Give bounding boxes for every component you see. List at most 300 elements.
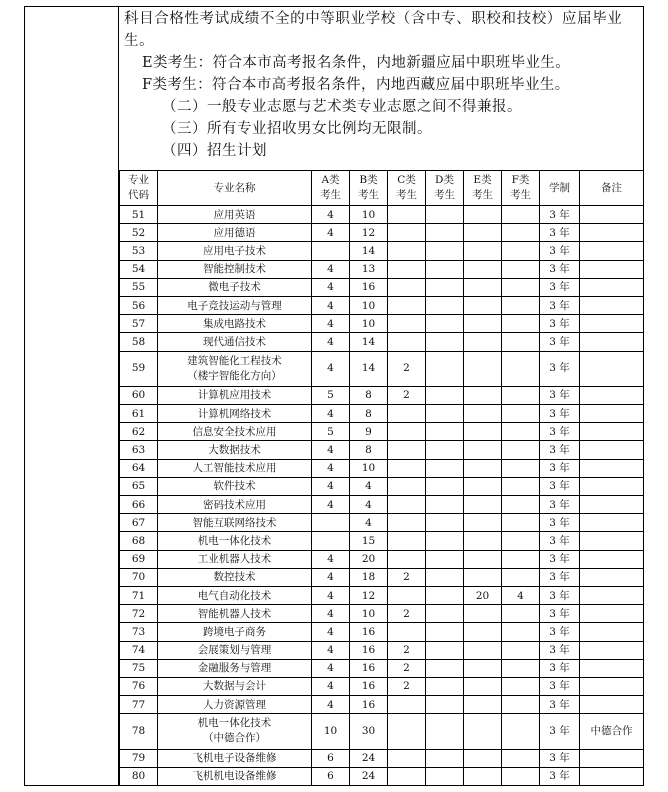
- cell-a: 5: [312, 386, 350, 404]
- cell-c: 2: [388, 659, 426, 677]
- table-row: [120, 296, 644, 314]
- cell-c: [388, 623, 426, 641]
- cell-e: [464, 532, 502, 550]
- cell-a: 6: [312, 767, 350, 785]
- cell-d: [426, 441, 464, 459]
- cell-c: [388, 224, 426, 242]
- cell-b: 4: [350, 477, 388, 495]
- cell-name: 工业机器人技术: [158, 550, 312, 568]
- cell-b: 14: [350, 351, 388, 386]
- cell-f: [502, 623, 540, 641]
- cell-b: 16: [350, 641, 388, 659]
- table-body: [120, 206, 644, 786]
- cell-note: [580, 441, 644, 459]
- cell-b: 16: [350, 696, 388, 714]
- cell-note: [580, 333, 644, 351]
- cell-name: 智能控制技术: [158, 260, 312, 278]
- header-d: D类 考生: [426, 171, 464, 206]
- table-row: [120, 477, 644, 495]
- cell-note: [580, 568, 644, 586]
- cell-b: 16: [350, 623, 388, 641]
- table-row: [120, 260, 644, 278]
- cell-code: 76: [120, 677, 158, 695]
- cell-d: [426, 623, 464, 641]
- cell-code: 54: [120, 260, 158, 278]
- cell-d: [426, 514, 464, 532]
- cell-name: 计算机网络技术: [158, 405, 312, 423]
- cell-years: 3 年: [540, 260, 580, 278]
- cell-d: [426, 351, 464, 386]
- cell-f: [502, 532, 540, 550]
- cell-d: [426, 767, 464, 785]
- cell-a: 4: [312, 568, 350, 586]
- cell-note: [580, 386, 644, 404]
- cell-a: 4: [312, 623, 350, 641]
- cell-f: [502, 477, 540, 495]
- cell-c: [388, 514, 426, 532]
- cell-b: 15: [350, 532, 388, 550]
- cell-f: [502, 296, 540, 314]
- table-row: [120, 423, 644, 441]
- cell-d: [426, 242, 464, 260]
- cell-years: 3 年: [540, 206, 580, 224]
- cell-c: [388, 315, 426, 333]
- cell-d: [426, 224, 464, 242]
- cell-f: [502, 767, 540, 785]
- cell-f: [502, 496, 540, 514]
- cell-d: [426, 386, 464, 404]
- cell-f: [502, 386, 540, 404]
- cell-b: 30: [350, 714, 388, 749]
- cell-f: [502, 423, 540, 441]
- cell-d: [426, 260, 464, 278]
- cell-b: 16: [350, 659, 388, 677]
- cell-c: [388, 242, 426, 260]
- cell-name: 计算机应用技术: [158, 386, 312, 404]
- cell-name: 应用德语: [158, 224, 312, 242]
- cell-c: [388, 278, 426, 296]
- cell-a: 6: [312, 749, 350, 767]
- cell-d: [426, 532, 464, 550]
- cell-d: [426, 423, 464, 441]
- cell-years: 3 年: [540, 242, 580, 260]
- cell-code: 71: [120, 586, 158, 604]
- cell-f: [502, 714, 540, 749]
- cell-code: 60: [120, 386, 158, 404]
- cell-name: 软件技术: [158, 477, 312, 495]
- cell-note: [580, 514, 644, 532]
- cell-code: 65: [120, 477, 158, 495]
- cell-name: 机电一体化技术: [158, 532, 312, 550]
- cell-d: [426, 296, 464, 314]
- cell-c: [388, 767, 426, 785]
- cell-b: 4: [350, 496, 388, 514]
- cell-e: [464, 459, 502, 477]
- cell-d: [426, 659, 464, 677]
- cell-years: 3 年: [540, 749, 580, 767]
- cell-f: [502, 206, 540, 224]
- cell-b: 16: [350, 677, 388, 695]
- table-header-row: [120, 171, 644, 206]
- cell-code: 77: [120, 696, 158, 714]
- cell-name: 密码技术应用: [158, 496, 312, 514]
- cell-f: [502, 514, 540, 532]
- cell-code: 59: [120, 351, 158, 386]
- cell-a: 4: [312, 224, 350, 242]
- header-note: 备注: [580, 171, 644, 206]
- table-row: [120, 206, 644, 224]
- cell-c: [388, 296, 426, 314]
- cell-c: [388, 459, 426, 477]
- cell-c: [388, 333, 426, 351]
- cell-f: [502, 696, 540, 714]
- cell-a: 4: [312, 333, 350, 351]
- cell-f: [502, 659, 540, 677]
- cell-b: 10: [350, 459, 388, 477]
- cell-years: 3 年: [540, 677, 580, 695]
- cell-f: [502, 333, 540, 351]
- cell-a: [312, 532, 350, 550]
- cell-note: [580, 260, 644, 278]
- table-row: [120, 441, 644, 459]
- cell-years: 3 年: [540, 351, 580, 386]
- cell-c: [388, 441, 426, 459]
- cell-a: [312, 242, 350, 260]
- cell-name: 信息安全技术应用: [158, 423, 312, 441]
- table-row: [120, 568, 644, 586]
- cell-e: [464, 423, 502, 441]
- cell-years: 3 年: [540, 333, 580, 351]
- cell-b: 12: [350, 224, 388, 242]
- cell-note: [580, 405, 644, 423]
- cell-e: [464, 605, 502, 623]
- cell-years: 3 年: [540, 459, 580, 477]
- cell-e: [464, 659, 502, 677]
- cell-years: 3 年: [540, 278, 580, 296]
- table-row: [120, 514, 644, 532]
- cell-e: [464, 641, 502, 659]
- cell-e: [464, 333, 502, 351]
- cell-c: [388, 260, 426, 278]
- cell-d: [426, 315, 464, 333]
- table-row: [120, 714, 644, 749]
- cell-b: 24: [350, 749, 388, 767]
- cell-years: 3 年: [540, 605, 580, 623]
- cell-name: 应用电子技术: [158, 242, 312, 260]
- cell-name: 智能互联网络技术: [158, 514, 312, 532]
- cell-b: 10: [350, 296, 388, 314]
- cell-years: 3 年: [540, 405, 580, 423]
- cell-a: 4: [312, 315, 350, 333]
- intro-text: [124, 8, 638, 162]
- cell-d: [426, 605, 464, 623]
- cell-a: 4: [312, 496, 350, 514]
- cell-e: [464, 315, 502, 333]
- cell-code: 51: [120, 206, 158, 224]
- cell-f: [502, 405, 540, 423]
- cell-note: [580, 477, 644, 495]
- table-row: [120, 696, 644, 714]
- header-c: C类 考生: [388, 171, 426, 206]
- cell-name: 集成电路技术: [158, 315, 312, 333]
- cell-note: [580, 749, 644, 767]
- cell-name: 人力资源管理: [158, 696, 312, 714]
- header-code: 专业 代码: [120, 171, 158, 206]
- cell-name: 飞机机电设备维修: [158, 767, 312, 785]
- cell-c: 2: [388, 386, 426, 404]
- cell-years: 3 年: [540, 386, 580, 404]
- header-years: 学制: [540, 171, 580, 206]
- table-row: [120, 459, 644, 477]
- cell-a: 4: [312, 296, 350, 314]
- header-f: F类 考生: [502, 171, 540, 206]
- cell-code: 73: [120, 623, 158, 641]
- cell-name: 数控技术: [158, 568, 312, 586]
- cell-years: 3 年: [540, 623, 580, 641]
- cell-d: [426, 568, 464, 586]
- cell-code: 66: [120, 496, 158, 514]
- cell-code: 69: [120, 550, 158, 568]
- cell-a: 4: [312, 550, 350, 568]
- cell-note: [580, 206, 644, 224]
- cell-e: [464, 714, 502, 749]
- cell-c: [388, 586, 426, 604]
- cell-years: 3 年: [540, 441, 580, 459]
- table-row: [120, 550, 644, 568]
- table-row: [120, 623, 644, 641]
- cell-code: 63: [120, 441, 158, 459]
- cell-d: [426, 677, 464, 695]
- cell-name: 机电一体化技术 （中德合作）: [158, 714, 312, 749]
- cell-note: [580, 315, 644, 333]
- cell-e: [464, 514, 502, 532]
- cell-name: 飞机电子设备维修: [158, 749, 312, 767]
- cell-a: 5: [312, 423, 350, 441]
- cell-code: 70: [120, 568, 158, 586]
- cell-f: 4: [502, 586, 540, 604]
- cell-note: [580, 623, 644, 641]
- cell-years: 3 年: [540, 659, 580, 677]
- cell-years: 3 年: [540, 477, 580, 495]
- cell-code: 68: [120, 532, 158, 550]
- cell-a: 4: [312, 641, 350, 659]
- cell-b: 13: [350, 260, 388, 278]
- cell-a: 4: [312, 586, 350, 604]
- cell-code: 72: [120, 605, 158, 623]
- cell-f: [502, 278, 540, 296]
- cell-c: 2: [388, 641, 426, 659]
- cell-d: [426, 459, 464, 477]
- cell-c: [388, 477, 426, 495]
- cell-e: [464, 296, 502, 314]
- cell-f: [502, 260, 540, 278]
- cell-name: 跨境电子商务: [158, 623, 312, 641]
- cell-f: [502, 459, 540, 477]
- frame-line: [24, 6, 25, 786]
- cell-e: [464, 351, 502, 386]
- enrollment-plan-table: [119, 170, 644, 786]
- cell-c: 2: [388, 677, 426, 695]
- table-row: [120, 749, 644, 767]
- cell-e: [464, 278, 502, 296]
- cell-a: [312, 514, 350, 532]
- cell-years: 3 年: [540, 586, 580, 604]
- cell-note: [580, 586, 644, 604]
- cell-name: 大数据技术: [158, 441, 312, 459]
- cell-e: [464, 568, 502, 586]
- cell-note: [580, 677, 644, 695]
- cell-a: 4: [312, 605, 350, 623]
- cell-c: [388, 550, 426, 568]
- cell-note: [580, 696, 644, 714]
- cell-f: [502, 550, 540, 568]
- cell-f: [502, 677, 540, 695]
- cell-years: 3 年: [540, 496, 580, 514]
- cell-e: [464, 767, 502, 785]
- cell-b: 12: [350, 586, 388, 604]
- table-row: [120, 659, 644, 677]
- cell-b: 18: [350, 568, 388, 586]
- cell-code: 56: [120, 296, 158, 314]
- cell-b: 14: [350, 242, 388, 260]
- cell-note: [580, 423, 644, 441]
- cell-name: 金融服务与管理: [158, 659, 312, 677]
- cell-name: 电子竞技运动与管理: [158, 296, 312, 314]
- cell-note: [580, 496, 644, 514]
- header-e: E类 考生: [464, 171, 502, 206]
- cell-code: 53: [120, 242, 158, 260]
- cell-name: 微电子技术: [158, 278, 312, 296]
- cell-d: [426, 405, 464, 423]
- cell-name: 大数据与会计: [158, 677, 312, 695]
- cell-name: 会展策划与管理: [158, 641, 312, 659]
- cell-name: 建筑智能化工程技术 （楼宇智能化方向）: [158, 351, 312, 386]
- cell-b: 16: [350, 278, 388, 296]
- cell-b: 10: [350, 605, 388, 623]
- cell-a: 4: [312, 260, 350, 278]
- cell-d: [426, 278, 464, 296]
- cell-c: 2: [388, 351, 426, 386]
- intro-paragraph: E类考生：符合本市高考报名条件，内地新疆应届中职班毕业生。: [142, 55, 571, 71]
- cell-d: [426, 333, 464, 351]
- cell-e: [464, 260, 502, 278]
- cell-e: [464, 206, 502, 224]
- table-row: [120, 351, 644, 386]
- cell-years: 3 年: [540, 224, 580, 242]
- table-row: [120, 677, 644, 695]
- cell-c: [388, 496, 426, 514]
- cell-code: 57: [120, 315, 158, 333]
- cell-c: 2: [388, 568, 426, 586]
- cell-d: [426, 749, 464, 767]
- cell-c: [388, 206, 426, 224]
- section-heading: （四）招生计划: [162, 143, 267, 159]
- cell-name: 智能机器人技术: [158, 605, 312, 623]
- cell-d: [426, 696, 464, 714]
- cell-e: [464, 550, 502, 568]
- cell-e: [464, 623, 502, 641]
- cell-b: 8: [350, 405, 388, 423]
- cell-b: 20: [350, 550, 388, 568]
- cell-f: [502, 749, 540, 767]
- cell-d: [426, 550, 464, 568]
- cell-f: [502, 315, 540, 333]
- cell-name: 现代通信技术: [158, 333, 312, 351]
- table-row: [120, 386, 644, 404]
- cell-note: [580, 242, 644, 260]
- cell-years: 3 年: [540, 714, 580, 749]
- cell-e: [464, 386, 502, 404]
- cell-name: 人工智能技术应用: [158, 459, 312, 477]
- cell-c: 2: [388, 605, 426, 623]
- cell-d: [426, 477, 464, 495]
- cell-a: 4: [312, 441, 350, 459]
- cell-code: 61: [120, 405, 158, 423]
- cell-a: 4: [312, 405, 350, 423]
- cell-years: 3 年: [540, 641, 580, 659]
- table-row: [120, 333, 644, 351]
- cell-e: [464, 441, 502, 459]
- table-row: [120, 496, 644, 514]
- cell-e: [464, 696, 502, 714]
- cell-code: 80: [120, 767, 158, 785]
- cell-e: [464, 242, 502, 260]
- cell-years: 3 年: [540, 315, 580, 333]
- cell-code: 79: [120, 749, 158, 767]
- cell-note: [580, 459, 644, 477]
- cell-note: [580, 641, 644, 659]
- cell-a: 4: [312, 206, 350, 224]
- table-row: [120, 242, 644, 260]
- cell-a: 4: [312, 659, 350, 677]
- table-row: [120, 532, 644, 550]
- cell-a: 10: [312, 714, 350, 749]
- table-row: [120, 224, 644, 242]
- cell-d: [426, 586, 464, 604]
- intro-paragraph: F类考生：符合本市高考报名条件，内地西藏应届中职班毕业生。: [142, 77, 570, 93]
- cell-note: [580, 224, 644, 242]
- cell-years: 3 年: [540, 767, 580, 785]
- cell-code: 58: [120, 333, 158, 351]
- cell-note: [580, 278, 644, 296]
- cell-a: 4: [312, 278, 350, 296]
- cell-code: 55: [120, 278, 158, 296]
- cell-years: 3 年: [540, 696, 580, 714]
- table-row: [120, 767, 644, 785]
- frame-line: [24, 6, 644, 7]
- cell-b: 8: [350, 441, 388, 459]
- cell-a: 4: [312, 351, 350, 386]
- cell-d: [426, 206, 464, 224]
- cell-d: [426, 641, 464, 659]
- cell-note: [580, 532, 644, 550]
- cell-e: [464, 496, 502, 514]
- header-a: A类 考生: [312, 171, 350, 206]
- intro-paragraph: 科目合格性考试成绩不全的中等职业学校（含中专、职校和技校）应届毕业生。: [124, 11, 623, 49]
- cell-code: 74: [120, 641, 158, 659]
- cell-b: 24: [350, 767, 388, 785]
- cell-f: [502, 568, 540, 586]
- cell-c: [388, 696, 426, 714]
- table-row: [120, 405, 644, 423]
- cell-code: 67: [120, 514, 158, 532]
- cell-a: 4: [312, 696, 350, 714]
- table-row: [120, 605, 644, 623]
- cell-b: 9: [350, 423, 388, 441]
- cell-a: 4: [312, 459, 350, 477]
- cell-c: [388, 532, 426, 550]
- cell-b: 10: [350, 315, 388, 333]
